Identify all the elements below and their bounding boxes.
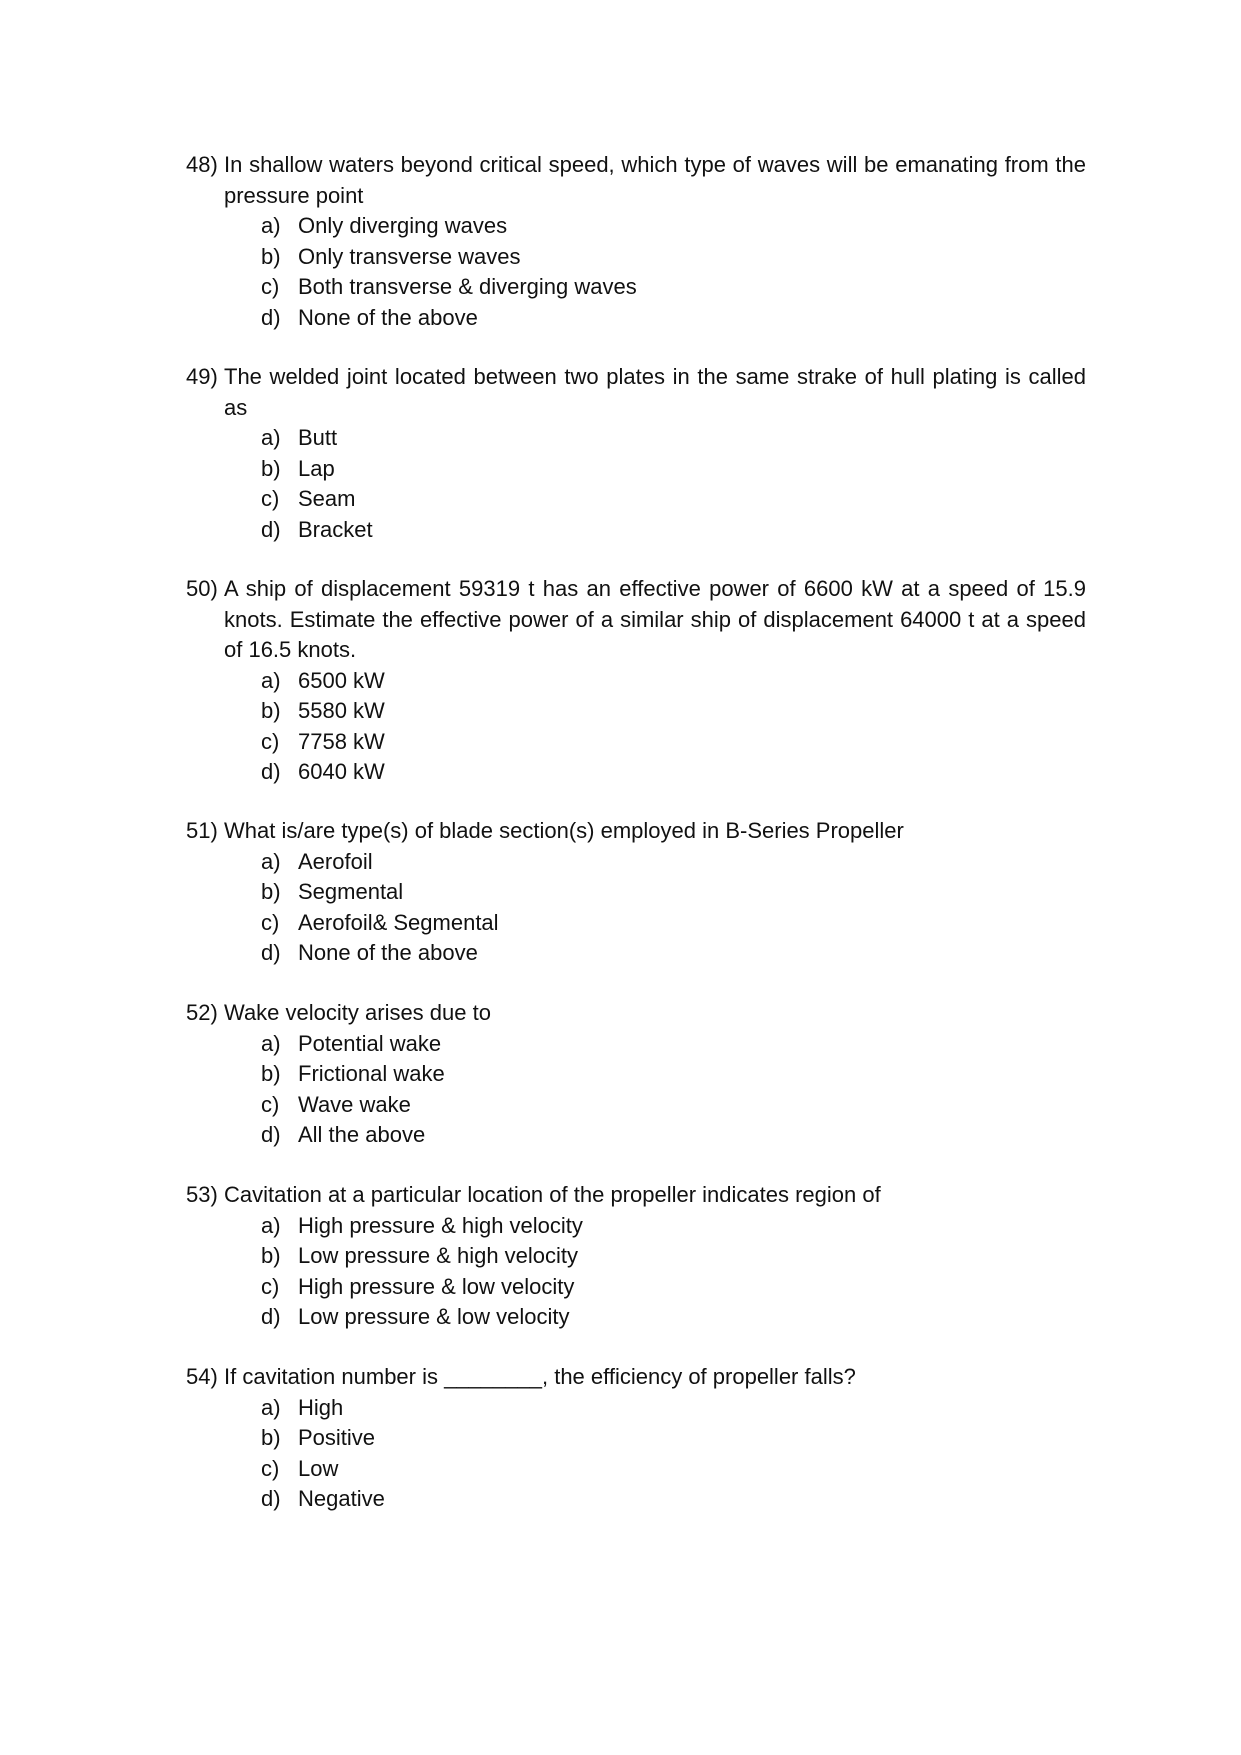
- option-a: [186, 1393, 1086, 1424]
- question-52: [186, 998, 1086, 1151]
- option-a: [186, 1211, 1086, 1242]
- question-number: 49): [186, 364, 218, 389]
- option-c: [186, 908, 1086, 939]
- option-c: [186, 1090, 1086, 1121]
- option-c: [186, 1272, 1086, 1303]
- option-c: [186, 272, 1086, 303]
- question-text: Cavitation at a particular location of the propeller indicates region of: [224, 1182, 881, 1207]
- option-text: Low pressure & high velocity: [298, 1243, 579, 1268]
- option-letter: b): [261, 455, 281, 481]
- option-letter: b): [261, 879, 281, 904]
- question-text: What is/are type(s) of blade section(s) employed in B-Series Propeller: [224, 818, 904, 843]
- option-letter: d): [261, 304, 281, 330]
- option-b: [186, 696, 1086, 727]
- option-list: [186, 1029, 1086, 1151]
- option-b: [186, 877, 1086, 908]
- question-stem: [186, 1180, 1086, 1211]
- option-letter: a): [261, 425, 281, 450]
- option-a: [186, 847, 1086, 878]
- question-number: 51): [186, 818, 218, 843]
- option-letter: a): [261, 213, 281, 238]
- option-letter: d): [261, 759, 281, 784]
- option-letter: b): [261, 243, 281, 269]
- option-text: Positive: [298, 1425, 376, 1450]
- option-a: [186, 211, 1086, 242]
- question-number: 48): [186, 152, 218, 177]
- option-text: High pressure & low velocity: [298, 1273, 575, 1299]
- option-letter: b): [261, 1061, 281, 1086]
- option-text: Seam: [298, 486, 356, 511]
- option-d: [186, 938, 1086, 969]
- option-a: [186, 423, 1086, 454]
- option-letter: b): [261, 1243, 281, 1268]
- option-c: [186, 1454, 1086, 1485]
- question-number: 52): [186, 1000, 218, 1025]
- option-text: 7758 kW: [298, 728, 385, 754]
- question-stem: [186, 150, 1086, 211]
- option-a: [186, 666, 1086, 697]
- option-b: [186, 242, 1086, 273]
- question-51: [186, 816, 1086, 969]
- option-letter: c): [261, 728, 280, 754]
- option-list: [186, 847, 1086, 969]
- option-b: [186, 1059, 1086, 1090]
- option-text: Low: [298, 1455, 339, 1481]
- question-number: 53): [186, 1182, 218, 1207]
- question-stem: [186, 362, 1086, 423]
- question-stem: [186, 1362, 1086, 1393]
- option-d: [186, 1120, 1086, 1151]
- option-text: High pressure & high velocity: [298, 1212, 583, 1238]
- option-letter: c): [261, 1273, 280, 1299]
- question-number: 54): [186, 1364, 218, 1389]
- option-list: [186, 423, 1086, 545]
- option-d: [186, 757, 1086, 788]
- question-49: [186, 362, 1086, 545]
- option-letter: c): [261, 1455, 280, 1481]
- question-54: [186, 1362, 1086, 1515]
- option-letter: a): [261, 667, 281, 693]
- option-letter: d): [261, 516, 281, 542]
- option-letter: a): [261, 1030, 281, 1056]
- option-b: [186, 454, 1086, 485]
- option-c: [186, 727, 1086, 758]
- option-d: [186, 515, 1086, 546]
- option-text: Lap: [298, 455, 335, 481]
- question-stem: [186, 998, 1086, 1029]
- question-stem: [186, 816, 1086, 847]
- option-list: [186, 1393, 1086, 1515]
- option-text: Potential wake: [298, 1030, 442, 1056]
- question-text: Wake velocity arises due to: [224, 1000, 491, 1025]
- option-text: None of the above: [298, 940, 478, 965]
- option-text: None of the above: [298, 304, 478, 330]
- option-text: Only transverse waves: [298, 243, 521, 269]
- option-letter: c): [261, 486, 280, 511]
- question-53: [186, 1180, 1086, 1333]
- option-text: 5580 kW: [298, 698, 385, 723]
- option-text: Frictional wake: [298, 1061, 445, 1086]
- option-text: Wave wake: [298, 1091, 411, 1117]
- option-letter: c): [261, 1091, 280, 1117]
- option-text: High: [298, 1394, 344, 1420]
- option-text: Low pressure & low velocity: [298, 1304, 570, 1329]
- question-48: [186, 150, 1086, 333]
- option-d: [186, 1484, 1086, 1515]
- option-d: [186, 1302, 1086, 1333]
- option-d: [186, 303, 1086, 334]
- option-letter: d): [261, 1486, 281, 1511]
- option-text: Butt: [298, 425, 338, 450]
- option-letter: d): [261, 1304, 281, 1329]
- option-letter: d): [261, 940, 281, 965]
- option-text: Aerofoil: [298, 848, 373, 874]
- option-letter: b): [261, 698, 281, 723]
- option-letter: a): [261, 848, 281, 874]
- question-text: If cavitation number is ________, the efficiency of propeller falls?: [224, 1364, 856, 1389]
- option-b: [186, 1241, 1086, 1272]
- option-text: All the above: [298, 1122, 426, 1147]
- option-letter: b): [261, 1425, 281, 1450]
- option-text: Bracket: [298, 516, 373, 542]
- option-text: Only diverging waves: [298, 213, 508, 238]
- option-c: [186, 484, 1086, 515]
- option-list: [186, 1211, 1086, 1333]
- question-text: The welded joint located between two plates in the same strake of hull plating is called as: [224, 364, 1086, 420]
- option-letter: a): [261, 1394, 281, 1420]
- question-stem: [186, 574, 1086, 666]
- question-number: 50): [186, 576, 218, 601]
- question-50: [186, 574, 1086, 788]
- option-list: [186, 211, 1086, 333]
- question-text: A ship of displacement 59319 t has an effective power of 6600 kW at a speed of 15.9 knots. Estimate the effective power of a similar ship of displacement 64000 t at a speed of 16.5 knots.: [224, 576, 1086, 662]
- option-letter: c): [261, 909, 280, 935]
- option-text: 6040 kW: [298, 759, 385, 784]
- option-list: [186, 666, 1086, 788]
- option-text: 6500 kW: [298, 667, 385, 693]
- option-b: [186, 1423, 1086, 1454]
- option-text: Negative: [298, 1486, 385, 1511]
- option-letter: d): [261, 1122, 281, 1147]
- option-letter: a): [261, 1212, 281, 1238]
- option-a: [186, 1029, 1086, 1060]
- question-text: In shallow waters beyond critical speed, which type of waves will be emanating from the pressure point: [224, 152, 1086, 208]
- option-text: Segmental: [298, 879, 404, 904]
- option-text: Both transverse & diverging waves: [298, 274, 637, 299]
- option-letter: c): [261, 274, 280, 299]
- option-text: Aerofoil& Segmental: [298, 909, 499, 935]
